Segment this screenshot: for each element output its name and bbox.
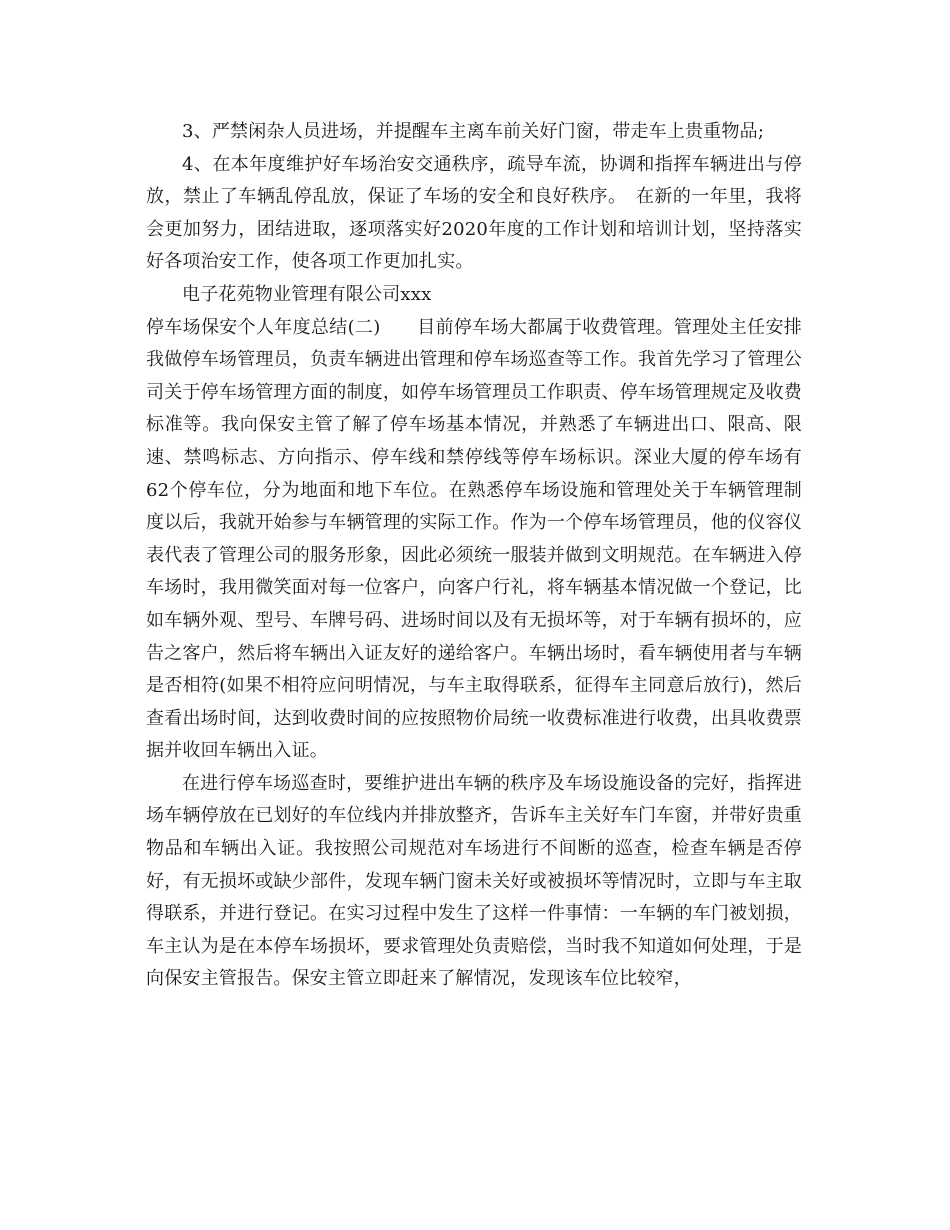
paragraph-item-3: 3、严禁闲杂人员进场，并提醒车主离车前关好门窗，带走车上贵重物品; [182, 121, 765, 142]
company-signature: 电子花苑物业管理有限公司xxx [182, 283, 432, 305]
patrol-paragraph: 在进行停车场巡查时，要维护进出车辆的秩序及车场设施设备的完好，指挥进场车辆停放在已划好的车位线内并排放整齐，告诉车主关好车门车窗，并带好贵重物品和车辆出入证。我按照公司规范对车场进行不间断的巡查，检查车辆是否停好，有无损坏或缺少部件，发现车辆门窗未关好或被损坏等情况时，立即与车主取得联系，并进行登记。在实习过程中发生了这样一件事情：一车辆的车门被划损，车主认为是在本停车场损坏，要求管理处负责赔偿，当时我不知道如何处理，于是向保安主管报告。保安主管立即赶来了解情况，发现该车位比较窄， [146, 772, 802, 990]
paragraph-item-4: 4、在本年度维护好车场治安交通秩序，疏导车流，协调和指挥车辆进出与停放，禁止了车辆乱停乱放，保证了车场的安全和良好秩序。 在新的一年里，我将会更加努力，团结进取，逐项落实好2020年度的工作计划和培训计划，坚持落实好各项治安工作，使各项工作更加扎实。 [146, 153, 802, 273]
section-title-paragraph: 停车场保安个人年度总结(二) 目前停车场大都属于收费管理。管理处主任安排我做停车场管理员，负责车辆进出管理和停车场巡查等工作。我首先学习了管理公司关于停车场管理方面的制度，如停车场管理员工作职责、停车场管理规定及收费标准等。我向保安主管了解了停车场基本情况，并熟悉了车辆进出口、限高、限速、禁鸣标志、方向指示、停车线和禁停线等停车场标识。深业大厦的停车场有62个停车位，分为地面和地下车位。在熟悉停车场设施和管理处关于车辆管理制度以后，我就开始参与车辆管理的实际工作。作为一个停车场管理员，他的仪容仪表代表了管理公司的服务形象，因此必须统一服装并做到文明规范。在车辆进入停车场时，我用微笑面对每一位客户，向客户行礼，将车辆基本情况做一个登记，比如车辆外观、型号、车牌号码、进场时间以及有无损坏等，对于车辆有损坏的，应告之客户，然后将车辆出入证友好的递给客户。车辆出场时，看车辆使用者与车辆是否相符(如果不相符应问明情况，与车主取得联系，征得车主同意后放行)，然后查看出场时间，达到收费时间的应按照物价局统一收费标准进行收费，出具收费票据并收回车辆出入证。 [146, 316, 802, 762]
document-body [146, 116, 802, 996]
